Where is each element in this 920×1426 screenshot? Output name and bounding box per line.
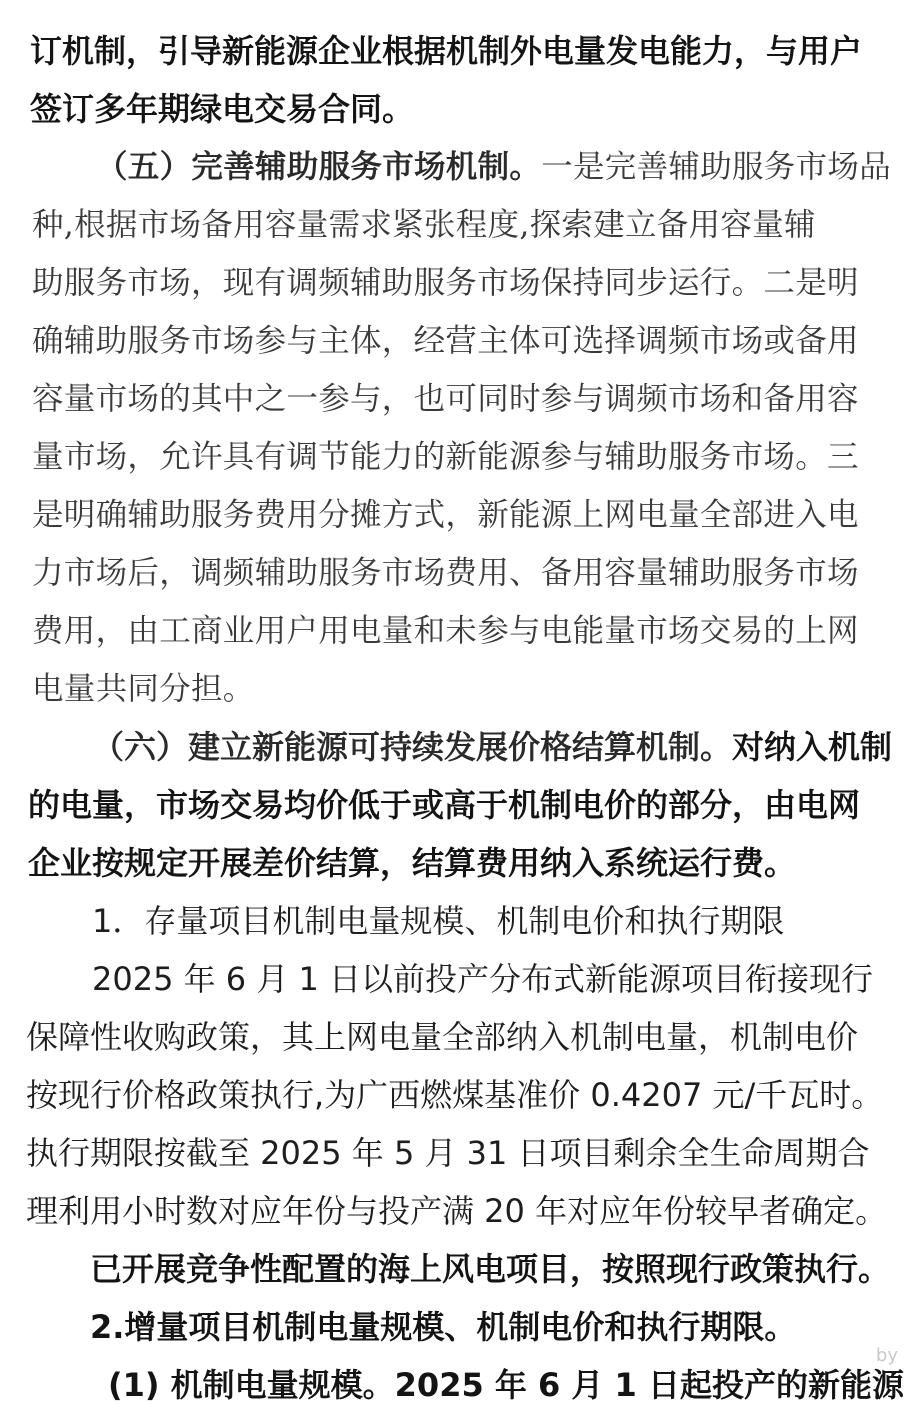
text-line: 费用，由工商业用户用电量和未参与电能量市场交易的上网 xyxy=(32,613,859,649)
text-line: 1．存量项目机制电量规模、机制电价和执行期限 xyxy=(92,902,785,940)
text-line: 订机制，引导新能源企业根据机制外电量发电能力，与用户 xyxy=(30,32,863,70)
text-line: 企业按规定开展差价结算，结算费用纳入系统运行费。 xyxy=(28,844,797,882)
text-line: 执行期限按截至 2025 年 5 月 31 日项目剩余全生命周期合 xyxy=(26,1134,870,1172)
text-line: 是明确辅助服务费用分摊方式，新能源上网电量全部进入电 xyxy=(32,497,859,533)
text-line: 力市场后，调频辅助服务市场费用、备用容量辅助服务市场 xyxy=(32,555,859,591)
text-span: 一是完善辅助服务市场品 xyxy=(541,149,892,185)
text-line xyxy=(96,142,920,187)
text-line xyxy=(92,722,920,768)
text-line: 电量共同分担。 xyxy=(32,671,255,707)
text-line: 量市场，允许具有调节能力的新能源参与辅助服务市场。三 xyxy=(32,439,859,475)
text-line: 的电量，市场交易均价低于或高于机制电价的部分，由电网 xyxy=(28,786,861,824)
text-line: 理利用小时数对应年份与投产满 20 年对应年份较早者确定。 xyxy=(26,1192,888,1230)
section-heading: （六）建立新能源可持续发展价格结算机制。 xyxy=(92,728,733,766)
text-line: 保障性收购政策，其上网电量全部纳入机制电量，机制电价 xyxy=(26,1018,859,1056)
text-line: 按现行价格政策执行,为广西燃煤基准价 0.4207 元/千瓦时。 xyxy=(26,1076,884,1114)
text-line: 容量市场的其中之一参与，也可同时参与调频市场和备用容 xyxy=(32,381,859,417)
watermark: by xyxy=(875,1345,898,1366)
text-line: 签订多年期绿电交易合同。 xyxy=(30,90,415,128)
text-line: 种,根据市场备用容量需求紧张程度,探索建立备用容量辅 xyxy=(32,207,816,243)
text-span: 对纳入机制 xyxy=(732,728,893,766)
text-line: 确辅助服务市场参与主体，经营主体可选择调频市场或备用 xyxy=(32,323,859,359)
text-line: 已开展竞争性配置的海上风电项目，按照现行政策执行。 xyxy=(90,1250,891,1288)
text-line: 助服务市场，现有调频辅助服务市场保持同步运行。二是明 xyxy=(32,265,859,301)
section-heading: （五）完善辅助服务市场机制。 xyxy=(96,148,542,185)
text-line: 2025 年 6 月 1 日以前投产分布式新能源项目衔接现行 xyxy=(92,960,874,998)
text-line: 2.增量项目机制电量规模、机制电价和执行期限。 xyxy=(90,1308,797,1346)
text-line: (1) 机制电量规模。2025 年 6 月 1 日起投产的新能源 xyxy=(108,1366,904,1404)
